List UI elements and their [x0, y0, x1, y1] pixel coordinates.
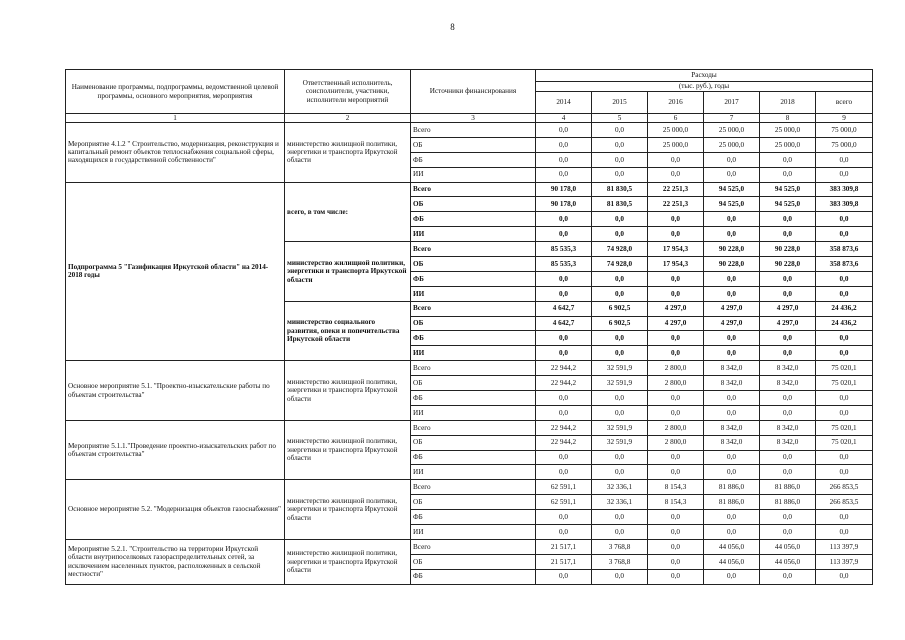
funding-source: ФБ	[411, 331, 536, 346]
amount-cell: 32 336,1	[592, 480, 648, 495]
amount-cell: 0,0	[536, 331, 592, 346]
header-expenses: Расходы	[536, 70, 873, 82]
table-row	[66, 361, 873, 376]
amount-cell: 358 873,6	[816, 257, 873, 272]
amount-cell: 0,0	[648, 510, 704, 525]
amount-cell: 0,0	[816, 465, 873, 480]
table-row	[66, 420, 873, 435]
amount-cell: 0,0	[536, 465, 592, 480]
amount-cell: 90 228,0	[760, 257, 816, 272]
amount-cell: 0,0	[816, 271, 873, 286]
amount-cell: 22 251,3	[648, 197, 704, 212]
amount-cell: 74 928,0	[592, 257, 648, 272]
funding-source: Всего	[411, 420, 536, 435]
amount-cell: 0,0	[816, 391, 873, 406]
amount-cell: 75 020,1	[816, 376, 873, 391]
amount-cell: 0,0	[816, 569, 873, 584]
financing-table	[65, 69, 873, 585]
amount-cell: 22 944,2	[536, 420, 592, 435]
amount-cell: 0,0	[648, 554, 704, 569]
amount-cell: 0,0	[592, 405, 648, 420]
amount-cell: 2 800,0	[648, 376, 704, 391]
amount-cell: 0,0	[816, 450, 873, 465]
amount-cell: 81 886,0	[704, 495, 760, 510]
amount-cell: 0,0	[592, 450, 648, 465]
amount-cell: 0,0	[704, 405, 760, 420]
funding-source: ИИ	[411, 525, 536, 540]
amount-cell: 0,0	[760, 331, 816, 346]
amount-cell: 32 591,9	[592, 361, 648, 376]
amount-cell: 0,0	[592, 569, 648, 584]
column-index-row	[66, 114, 873, 123]
funding-source: ФБ	[411, 271, 536, 286]
amount-cell: 81 886,0	[760, 495, 816, 510]
amount-cell: 94 525,0	[704, 182, 760, 197]
amount-cell: 81 830,5	[592, 182, 648, 197]
amount-cell: 94 525,0	[760, 182, 816, 197]
amount-cell: 0,0	[648, 167, 704, 182]
amount-cell: 0,0	[536, 137, 592, 152]
amount-cell: 44 056,0	[704, 554, 760, 569]
amount-cell: 2 800,0	[648, 420, 704, 435]
column-index: 8	[760, 114, 816, 123]
amount-cell: 85 535,3	[536, 257, 592, 272]
amount-cell: 0,0	[816, 331, 873, 346]
amount-cell: 0,0	[536, 569, 592, 584]
funding-source: ФБ	[411, 391, 536, 406]
amount-cell: 0,0	[648, 405, 704, 420]
amount-cell: 0,0	[704, 227, 760, 242]
amount-cell: 0,0	[648, 465, 704, 480]
amount-cell: 8 154,3	[648, 480, 704, 495]
amount-cell: 0,0	[816, 227, 873, 242]
header-expenses-unit: (тыс. руб.), годы	[536, 82, 873, 92]
amount-cell: 0,0	[648, 331, 704, 346]
executor-name: министерство жилищной политики, энергетики и транспорта Иркутской области	[285, 361, 411, 421]
amount-cell: 0,0	[592, 123, 648, 138]
amount-cell: 0,0	[816, 525, 873, 540]
amount-cell: 0,0	[760, 227, 816, 242]
amount-cell: 0,0	[760, 167, 816, 182]
amount-cell: 0,0	[536, 391, 592, 406]
executor-name: министерство социального развития, опеки и попечительства Иркутской области	[285, 301, 411, 361]
amount-cell: 0,0	[760, 271, 816, 286]
column-index: 1	[66, 114, 285, 123]
amount-cell: 358 873,6	[816, 242, 873, 257]
amount-cell: 25 000,0	[760, 137, 816, 152]
amount-cell: 383 309,8	[816, 197, 873, 212]
amount-cell: 75 020,1	[816, 435, 873, 450]
amount-cell: 0,0	[536, 346, 592, 361]
amount-cell: 32 591,9	[592, 435, 648, 450]
funding-source: Всего	[411, 301, 536, 316]
program-name: Мероприятие 5.1.1."Проведение проектно-изыскательских работ по объектам строительства"	[66, 420, 285, 480]
amount-cell: 4 297,0	[648, 301, 704, 316]
amount-cell: 94 525,0	[760, 197, 816, 212]
amount-cell: 62 591,1	[536, 480, 592, 495]
amount-cell: 0,0	[648, 391, 704, 406]
amount-cell: 383 309,8	[816, 182, 873, 197]
amount-cell: 85 535,3	[536, 242, 592, 257]
amount-cell: 0,0	[648, 212, 704, 227]
amount-cell: 0,0	[592, 525, 648, 540]
amount-cell: 75 000,0	[816, 123, 873, 138]
table-body	[66, 123, 873, 585]
amount-cell: 25 000,0	[704, 123, 760, 138]
amount-cell: 0,0	[592, 346, 648, 361]
column-index: 2	[285, 114, 411, 123]
funding-source: ИИ	[411, 405, 536, 420]
amount-cell: 90 228,0	[704, 257, 760, 272]
funding-source: Всего	[411, 182, 536, 197]
amount-cell: 0,0	[648, 525, 704, 540]
amount-cell: 4 642,7	[536, 301, 592, 316]
amount-cell: 0,0	[592, 271, 648, 286]
amount-cell: 0,0	[760, 405, 816, 420]
amount-cell: 81 886,0	[704, 480, 760, 495]
amount-cell: 24 436,2	[816, 301, 873, 316]
amount-cell: 0,0	[536, 405, 592, 420]
amount-cell: 75 000,0	[816, 137, 873, 152]
amount-cell: 6 902,5	[592, 301, 648, 316]
amount-cell: 0,0	[648, 450, 704, 465]
amount-cell: 44 056,0	[760, 554, 816, 569]
amount-cell: 0,0	[536, 510, 592, 525]
amount-cell: 4 297,0	[648, 316, 704, 331]
program-name: Мероприятие 4.1.2 " Строительство, модернизация, реконструкция и капитальный ремонт объектов теплоснабжения социальной сферы, находящихся в государственной собственности"	[66, 123, 285, 183]
table-row	[66, 539, 873, 554]
amount-cell: 0,0	[536, 271, 592, 286]
amount-cell: 0,0	[704, 271, 760, 286]
amount-cell: 0,0	[816, 510, 873, 525]
amount-cell: 25 000,0	[704, 137, 760, 152]
funding-source: Всего	[411, 480, 536, 495]
amount-cell: 0,0	[760, 525, 816, 540]
amount-cell: 0,0	[648, 152, 704, 167]
amount-cell: 75 020,1	[816, 420, 873, 435]
amount-cell: 21 517,1	[536, 554, 592, 569]
amount-cell: 22 251,3	[648, 182, 704, 197]
amount-cell: 113 397,9	[816, 554, 873, 569]
amount-cell: 4 297,0	[760, 316, 816, 331]
amount-cell: 0,0	[536, 123, 592, 138]
amount-cell: 0,0	[704, 346, 760, 361]
amount-cell: 0,0	[704, 212, 760, 227]
column-index: 6	[648, 114, 704, 123]
amount-cell: 0,0	[648, 539, 704, 554]
column-index: 9	[816, 114, 873, 123]
amount-cell: 0,0	[760, 450, 816, 465]
funding-source: ОБ	[411, 316, 536, 331]
amount-cell: 266 853,5	[816, 495, 873, 510]
amount-cell: 90 178,0	[536, 182, 592, 197]
program-name: Подпрограмма 5 "Газификация Иркутской области" на 2014-2018 годы	[66, 182, 285, 361]
amount-cell: 0,0	[760, 391, 816, 406]
amount-cell: 0,0	[648, 227, 704, 242]
column-index: 3	[411, 114, 536, 123]
header-total: всего	[816, 92, 873, 114]
amount-cell: 8 342,0	[760, 376, 816, 391]
amount-cell: 21 517,1	[536, 539, 592, 554]
amount-cell: 90 178,0	[536, 197, 592, 212]
amount-cell: 0,0	[760, 286, 816, 301]
amount-cell: 0,0	[648, 271, 704, 286]
header-year: 2015	[592, 92, 648, 114]
header-year: 2016	[648, 92, 704, 114]
funding-source: ИИ	[411, 286, 536, 301]
funding-source: ОБ	[411, 137, 536, 152]
amount-cell: 24 436,2	[816, 316, 873, 331]
amount-cell: 81 830,5	[592, 197, 648, 212]
amount-cell: 0,0	[592, 212, 648, 227]
funding-source: ОБ	[411, 197, 536, 212]
amount-cell: 0,0	[592, 331, 648, 346]
header-year: 2017	[704, 92, 760, 114]
amount-cell: 0,0	[816, 167, 873, 182]
amount-cell: 25 000,0	[648, 123, 704, 138]
amount-cell: 0,0	[536, 167, 592, 182]
funding-source: Всего	[411, 242, 536, 257]
amount-cell: 0,0	[648, 569, 704, 584]
amount-cell: 2 800,0	[648, 435, 704, 450]
amount-cell: 0,0	[592, 391, 648, 406]
amount-cell: 0,0	[592, 510, 648, 525]
amount-cell: 8 342,0	[704, 420, 760, 435]
amount-cell: 8 342,0	[704, 376, 760, 391]
amount-cell: 17 954,3	[648, 242, 704, 257]
funding-source: ОБ	[411, 435, 536, 450]
amount-cell: 62 591,1	[536, 495, 592, 510]
amount-cell: 22 944,2	[536, 361, 592, 376]
amount-cell: 4 297,0	[704, 301, 760, 316]
amount-cell: 8 342,0	[760, 435, 816, 450]
funding-source: ФБ	[411, 212, 536, 227]
amount-cell: 32 336,1	[592, 495, 648, 510]
amount-cell: 90 228,0	[704, 242, 760, 257]
amount-cell: 94 525,0	[704, 197, 760, 212]
amount-cell: 0,0	[536, 450, 592, 465]
funding-source: ФБ	[411, 450, 536, 465]
amount-cell: 0,0	[704, 569, 760, 584]
amount-cell: 0,0	[704, 510, 760, 525]
amount-cell: 0,0	[536, 525, 592, 540]
amount-cell: 0,0	[816, 286, 873, 301]
executor-name: министерство жилищной политики, энергетики и транспорта Иркутской области	[285, 420, 411, 480]
header-year: 2014	[536, 92, 592, 114]
amount-cell: 81 886,0	[760, 480, 816, 495]
funding-source: ИИ	[411, 465, 536, 480]
amount-cell: 0,0	[592, 227, 648, 242]
amount-cell: 8 342,0	[704, 361, 760, 376]
amount-cell: 0,0	[816, 152, 873, 167]
amount-cell: 0,0	[648, 346, 704, 361]
amount-cell: 0,0	[592, 152, 648, 167]
amount-cell: 113 397,9	[816, 539, 873, 554]
amount-cell: 0,0	[760, 465, 816, 480]
amount-cell: 22 944,2	[536, 376, 592, 391]
funding-source: ФБ	[411, 152, 536, 167]
column-index: 7	[704, 114, 760, 123]
amount-cell: 0,0	[704, 465, 760, 480]
funding-source: ОБ	[411, 554, 536, 569]
amount-cell: 0,0	[704, 331, 760, 346]
amount-cell: 32 591,9	[592, 420, 648, 435]
program-name: Мероприятие 5.2.1. "Строительство на территории Иркутской области внутрипоселковых газораспределительных сетей, за исключением населенных пунктов, расположенных в сельской местности"	[66, 539, 285, 584]
table-row	[66, 123, 873, 138]
amount-cell: 32 591,9	[592, 376, 648, 391]
amount-cell: 17 954,3	[648, 257, 704, 272]
amount-cell: 0,0	[704, 152, 760, 167]
amount-cell: 0,0	[536, 152, 592, 167]
amount-cell: 266 853,5	[816, 480, 873, 495]
funding-source: Всего	[411, 123, 536, 138]
executor-name: министерство жилищной политики, энергетики и транспорта Иркутской области	[285, 539, 411, 584]
amount-cell: 0,0	[704, 525, 760, 540]
amount-cell: 3 768,8	[592, 554, 648, 569]
amount-cell: 2 800,0	[648, 361, 704, 376]
amount-cell: 22 944,2	[536, 435, 592, 450]
amount-cell: 4 297,0	[760, 301, 816, 316]
amount-cell: 44 056,0	[704, 539, 760, 554]
funding-source: ФБ	[411, 510, 536, 525]
amount-cell: 0,0	[816, 405, 873, 420]
amount-cell: 0,0	[536, 286, 592, 301]
column-index: 5	[592, 114, 648, 123]
amount-cell: 0,0	[592, 137, 648, 152]
amount-cell: 74 928,0	[592, 242, 648, 257]
program-name: Основное мероприятие 5.2. "Модернизация объектов газоснабжения"	[66, 480, 285, 540]
executor-name: министерство жилищной политики, энергетики и транспорта Иркутской области	[285, 480, 411, 540]
funding-source: Всего	[411, 361, 536, 376]
amount-cell: 0,0	[592, 286, 648, 301]
executor-name: всего, в том числе:	[285, 182, 411, 242]
amount-cell: 0,0	[816, 212, 873, 227]
amount-cell: 0,0	[816, 346, 873, 361]
amount-cell: 90 228,0	[760, 242, 816, 257]
header-source: Источники финансирования	[411, 70, 536, 114]
funding-source: ФБ	[411, 569, 536, 584]
amount-cell: 0,0	[704, 286, 760, 301]
amount-cell: 0,0	[592, 167, 648, 182]
header-year: 2018	[760, 92, 816, 114]
funding-source: ОБ	[411, 495, 536, 510]
header-name: Наименование программы, подпрограммы, ведомственной целевой программы, основного мероприятия, мероприятия	[66, 70, 285, 114]
amount-cell: 6 902,5	[592, 316, 648, 331]
amount-cell: 75 020,1	[816, 361, 873, 376]
page-number: 8	[450, 22, 455, 32]
amount-cell: 44 056,0	[760, 539, 816, 554]
funding-source: ИИ	[411, 346, 536, 361]
funding-source: ИИ	[411, 227, 536, 242]
amount-cell: 0,0	[760, 212, 816, 227]
amount-cell: 4 642,7	[536, 316, 592, 331]
table-row	[66, 480, 873, 495]
amount-cell: 0,0	[760, 346, 816, 361]
amount-cell: 8 342,0	[760, 361, 816, 376]
amount-cell: 0,0	[704, 391, 760, 406]
amount-cell: 0,0	[760, 510, 816, 525]
amount-cell: 0,0	[536, 227, 592, 242]
amount-cell: 0,0	[760, 569, 816, 584]
amount-cell: 0,0	[704, 167, 760, 182]
amount-cell: 25 000,0	[760, 123, 816, 138]
amount-cell: 0,0	[648, 286, 704, 301]
executor-name: министерство жилищной политики, энергетики и транспорта Иркутской области	[285, 242, 411, 302]
column-index: 4	[536, 114, 592, 123]
header-executor: Ответственный исполнитель, соисполнители, участники, исполнители мероприятий	[285, 70, 411, 114]
amount-cell: 8 342,0	[760, 420, 816, 435]
funding-source: ИИ	[411, 167, 536, 182]
amount-cell: 25 000,0	[648, 137, 704, 152]
amount-cell: 0,0	[760, 152, 816, 167]
amount-cell: 0,0	[592, 465, 648, 480]
table-row	[66, 182, 873, 197]
amount-cell: 8 342,0	[704, 435, 760, 450]
amount-cell: 4 297,0	[704, 316, 760, 331]
amount-cell: 8 154,3	[648, 495, 704, 510]
amount-cell: 0,0	[704, 450, 760, 465]
amount-cell: 3 768,8	[592, 539, 648, 554]
amount-cell: 0,0	[536, 212, 592, 227]
program-name: Основное мероприятие 5.1. "Проектно-изыскательские работы по объектам строительства"	[66, 361, 285, 421]
funding-source: Всего	[411, 539, 536, 554]
funding-source: ОБ	[411, 257, 536, 272]
executor-name: министерство жилищной политики, энергетики и транспорта Иркутской области	[285, 123, 411, 183]
funding-source: ОБ	[411, 376, 536, 391]
